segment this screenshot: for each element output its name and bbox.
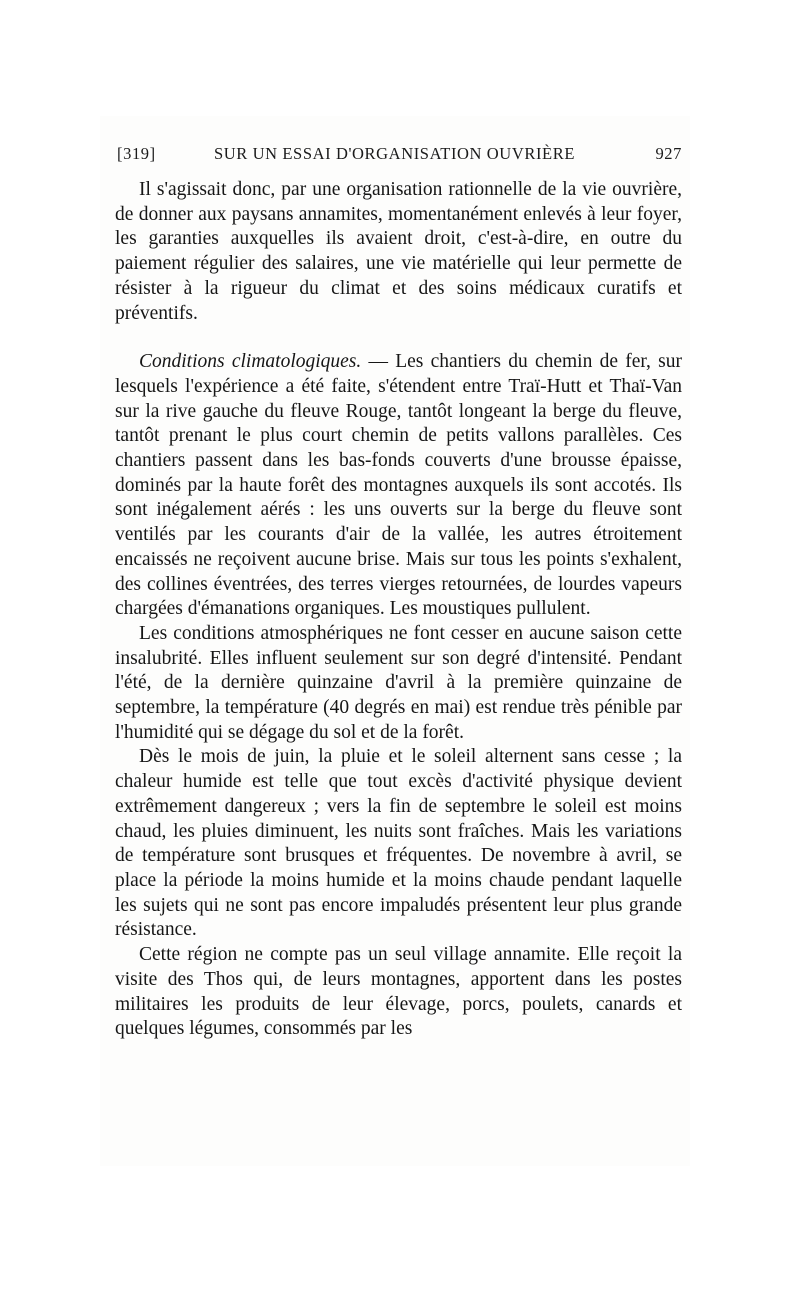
- paragraph-text: Les conditions atmosphériques ne font cesser en aucune saison cette insalubrité. Elles influent seulement sur son degré d'intensité. Pendant l'été, de la dernière quinzaine d'avril à la première quinzaine de septembre, la température (40 degrés en mai) est rendue très pénible par l'humidité qui se dégage du sol et de la forêt.: [115, 622, 682, 743]
- paragraph-text: Cette région ne compte pas un seul village annamite. Elle reçoit la visite des Thos qui, de leurs montagnes, apportent dans les postes militaires les produits de leur élevage, porcs, poulets, canards et quelques légumes, consommés par les: [115, 944, 682, 1040]
- paragraph-intro: [115, 178, 682, 326]
- paragraph-climate-conditions: [115, 350, 682, 622]
- paragraph-seasons: [115, 745, 682, 943]
- page-header: [117, 144, 682, 166]
- paragraph-region: [115, 943, 682, 1042]
- paragraph-text: Dès le mois de juin, la pluie et le soleil alternent sans cesse ; la chaleur humide est telle que tout excès d'activité physique devient extrêmement dangereux ; vers la fin de septembre le soleil est moins chaud, les pluies diminuent, les nuits sont fraîches. Mais les variations de température sont brusques et fréquentes. De novembre à avril, se place la période la moins humide et la moins chaude pendant laquelle les sujets qui ne sont pas encore impaludés présentent leur plus grande résistance.: [115, 746, 682, 941]
- body-text: [115, 178, 682, 1042]
- paragraph-text: Il s'agissait donc, par une organisation rationnelle de la vie ouvrière, de donner aux paysans annamites, momentanément enlevés à leur foyer, les garanties auxquelles ils avaient droit, c'est-à-dire, en outre du paiement régulier des salaires, une vie matérielle qui leur permette de résister à la rigueur du climat et des soins médicaux curatifs et préventifs.: [115, 179, 682, 324]
- page-reference: [319]: [117, 144, 156, 163]
- section-lead: Conditions climatologiques.: [139, 351, 362, 373]
- document-page: [100, 116, 690, 1166]
- paragraph-text: — Les chantiers du chemin de fer, sur lesquels l'expérience a été faite, s'étendent entre Traï-Hutt et Thaï-Van sur la rive gauche du fleuve Rouge, tantôt longeant la berge du fleuve, tantôt prenant le plus court chemin de petits vallons parallèles. Ces chantiers passent dans les bas-fonds couverts d'une brousse épaisse, dominés par la haute forêt des montagnes auxquels ils sont accotés. Ils sont inégalement aérés : les uns ouverts sur la berge du fleuve sont ventilés par les courants d'air de la vallée, les autres étroitement encaissés ne reçoivent aucune brise. Mais sur tous les points s'exhalent, des collines éventrées, des terres vierges retournées, de lourdes vapeurs chargées d'émanations organiques. Les moustiques pullulent.: [115, 351, 682, 620]
- paragraph-atmospheric: [115, 622, 682, 746]
- page-number: 927: [655, 144, 682, 163]
- running-title: SUR UN ESSAI D'ORGANISATION OUVRIÈRE: [214, 144, 576, 163]
